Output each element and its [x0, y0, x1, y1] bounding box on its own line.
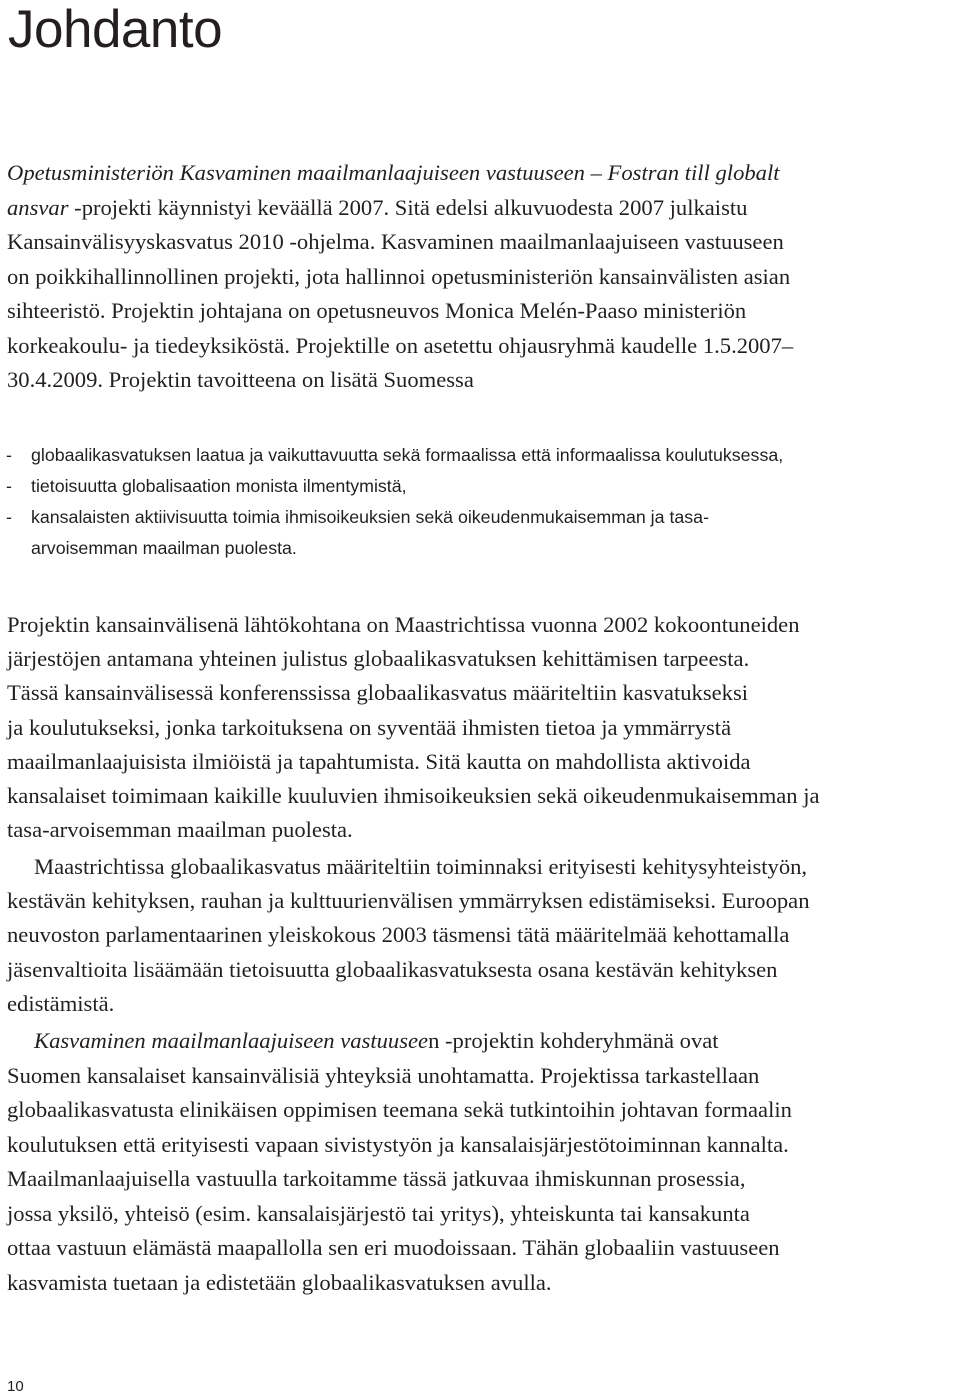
- intro-line-7: 30.4.2009. Projektin tavoitteena on lisätä Suomessa: [7, 367, 474, 392]
- goals-list-item-text: tietoisuutta globalisaation monista ilmentymistä,: [31, 476, 407, 496]
- paragraph-line: Maailmanlaajuisella vastuulla tarkoitamme tässä jatkuvaa ihmiskunnan prosessia,: [7, 1166, 746, 1191]
- intro-italic-title-end: ansvar: [7, 194, 69, 220]
- paragraph-line: ottaa vastuun elämästä maapallolla sen eri muodoissaan. Tähän globaaliin vastuuseen: [7, 1235, 780, 1260]
- goals-list-item: [6, 440, 783, 471]
- paragraph-line: [7, 1024, 792, 1059]
- paragraph-line: jäsenvaltioita lisäämään tietoisuutta globaalikasvatuksesta osana kestävän kehityksen: [7, 956, 778, 982]
- target-group-paragraph: [7, 1024, 792, 1300]
- paragraph-line: Tässä kansainvälisessä konferenssissa globaalikasvatus määriteltiin kasvatukseksi: [7, 680, 749, 706]
- goals-list-item-text: globaalikasvatuksen laatua ja vaikuttavuutta sekä formaalissa että informaalissa koulutuksessa,: [31, 445, 784, 465]
- goals-list-item-text: kansalaisten aktiivisuutta toimia ihmisoikeuksien sekä oikeudenmukaisemman ja tasa-: [31, 507, 709, 527]
- paragraph-line-text: n -projektin kohderyhmänä ovat: [428, 1028, 719, 1053]
- intro-paragraph: [7, 156, 793, 398]
- intro-line-2: [7, 191, 793, 226]
- paragraph-line: tasa-arvoisemman maailman puolesta.: [7, 817, 353, 843]
- paragraph-line: koulutuksen että erityisesti vapaan sivistystyön ja kansalaisjärjestötoiminnan kannalta.: [7, 1131, 789, 1157]
- paragraph-line: Suomen kansalaiset kansainvälisiä yhteyksiä unohtamatta. Projektissa tarkastellaan: [7, 1062, 760, 1088]
- paragraph-line: maailmanlaajuisista ilmiöistä ja tapahtumista. Sitä kautta on mahdollista aktivoida: [7, 748, 751, 774]
- bullet-dash: -: [6, 476, 12, 496]
- paragraph-line: järjestöjen antamana yhteinen julistus globaalikasvatuksen kehittämisen tarpeesta.: [7, 646, 750, 672]
- paragraph-line: Maastrichtissa globaalikasvatus määriteltiin toiminnaksi erityisesti kehitysyhteistyön,: [34, 854, 808, 879]
- paragraph-line: jossa yksilö, yhteisö (esim. kansalaisjärjestö tai yritys), yhteiskunta tai kansakunta: [7, 1200, 750, 1226]
- intro-line-2-text: -projekti käynnistyi keväällä 2007. Sitä edelsi alkuvuodesta 2007 julkaistu: [68, 194, 748, 220]
- project-name-italic: Kasvaminen maailmanlaajuiseen vastuusee: [34, 1028, 429, 1053]
- page-title: Johdanto: [8, 0, 223, 59]
- paragraph-line: kasvamista tuetaan ja edistetään globaalikasvatuksen avulla.: [7, 1269, 552, 1295]
- goals-list-item: [6, 502, 783, 564]
- bullet-dash: -: [6, 445, 12, 465]
- paragraph-line: kestävän kehityksen, rauhan ja kulttuurienvälisen ymmärryksen edistämiseksi. Euroopan: [7, 888, 810, 914]
- definition-paragraph: [7, 850, 810, 1021]
- goals-list-item-continuation: arvoisemman maailman puolesta.: [31, 538, 297, 558]
- paragraph-line: Projektin kansainvälisenä lähtökohtana on Maastrichtissa vuonna 2002 kokoontuneiden: [7, 612, 800, 637]
- paragraph-line: kansalaiset toimimaan kaikille kuuluvien ihmisoikeuksien sekä oikeudenmukaisemman ja: [7, 783, 820, 809]
- intro-italic-title: Opetusministeriön Kasvaminen maailmanlaajuiseen vastuuseen – Fostran till globalt: [7, 160, 780, 185]
- intro-line-6: korkeakoulu- ja tiedeyksiköstä. Projektille on asetettu ohjausryhmä kaudelle 1.5.2007–: [7, 332, 794, 358]
- paragraph-line: neuvoston parlamentaarinen yleiskokous 2003 täsmensi tätä määritelmää kehottamalla: [7, 922, 790, 948]
- paragraph-line: ja koulutukseksi, jonka tarkoituksena on syventää ihmisten tietoa ja ymmärrystä: [7, 714, 732, 740]
- paragraph-line: globaalikasvatusta elinikäisen oppimisen teemana sekä tutkintoihin johtavan formaalin: [7, 1097, 792, 1122]
- maastricht-paragraph: [7, 608, 820, 847]
- intro-line-4: on poikkihallinnollinen projekti, jota hallinnoi opetusministeriön kansainvälisten asian: [7, 263, 791, 289]
- intro-line-3: Kansainvälisyyskasvatus 2010 -ohjelma. Kasvaminen maailmanlaajuiseen vastuuseen: [7, 229, 784, 254]
- intro-line-1: [7, 156, 793, 191]
- goals-list: [6, 440, 783, 564]
- paragraph-line: edistämistä.: [7, 990, 115, 1016]
- goals-list-item: [6, 471, 783, 502]
- page-number: 10: [7, 1378, 24, 1395]
- intro-line-5: sihteeristö. Projektin johtajana on opetusneuvos Monica Melén-Paaso ministeriön: [7, 298, 747, 323]
- bullet-dash: -: [6, 507, 12, 527]
